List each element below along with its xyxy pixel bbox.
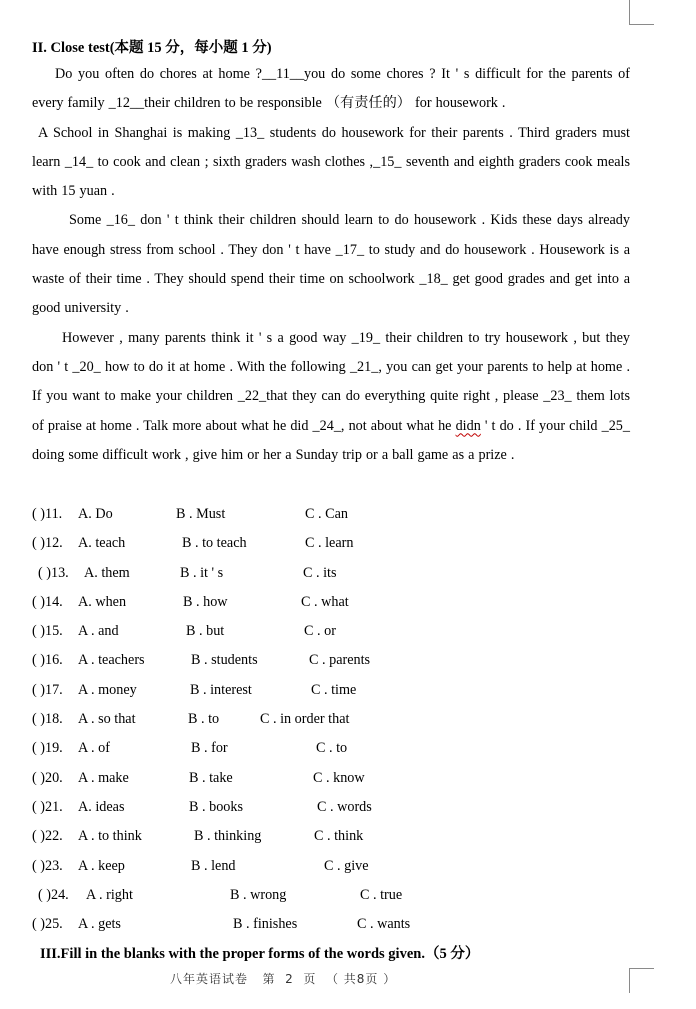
cloze-passage xyxy=(32,60,630,470)
question-item xyxy=(32,529,632,558)
question-item xyxy=(32,764,632,793)
option-b: B . thinking xyxy=(194,828,262,845)
question-item xyxy=(32,734,632,763)
question-number: ( )19. xyxy=(32,740,63,757)
question-item xyxy=(32,705,632,734)
question-number: ( )15. xyxy=(32,623,63,640)
paragraph-1: Do you often do chores at home ?__11__you do some chores ? It ' s difficult for the parents of every family _12__their children to be responsible （有责任的） for housework . xyxy=(32,66,630,112)
option-a: A. Do xyxy=(78,506,113,522)
option-a: A . of xyxy=(78,740,110,757)
option-c: C . to xyxy=(316,740,348,757)
paragraph-2: A School in Shanghai is making _13_ students do housework for their parents . Third graders must learn _14_ to cook and clean ; sixth graders wash clothes ,_15_ seventh and eighth graders cook meals with 15 yuan . xyxy=(32,124,630,200)
question-item xyxy=(32,588,632,617)
section-heading: II. Close test(本题 15 分，每小题 1 分) xyxy=(32,40,272,56)
question-item xyxy=(32,500,632,529)
option-b: B . to teach xyxy=(182,535,247,552)
option-a: A . teachers xyxy=(78,652,145,669)
paragraph-4-part-a: However , many parents think it ' s a good way _19_ their children to try housework , but they don ' t _20_ how to do it at home . With the following _21_, you can get your parents to help at home . If you want to make your children _22_that they can do everything quite right , please _23_ them lots of praise at home . Talk more about what he did _24_, not about what he xyxy=(32,329,630,434)
option-c: C . think xyxy=(314,828,364,845)
question-item xyxy=(32,793,632,822)
option-a: A . make xyxy=(78,769,129,786)
option-b: B . finishes xyxy=(233,916,298,933)
option-b: B . how xyxy=(183,593,228,610)
question-item xyxy=(32,822,632,851)
option-a: A. when xyxy=(78,593,127,610)
paragraph-4-part-b: ' t do . If your child _25_ doing some difficult work , give him or her a Sunday trip or a ball game as a prize . xyxy=(32,417,630,463)
option-c: C . what xyxy=(301,593,349,610)
option-c: C . wants xyxy=(357,916,411,933)
option-b: B . it ' s xyxy=(180,564,224,581)
option-a: A. them xyxy=(84,564,130,581)
option-a: A . so that xyxy=(78,711,136,728)
option-b: B . students xyxy=(191,652,258,669)
question-item xyxy=(32,646,632,675)
question-number: ( )14. xyxy=(32,593,63,610)
option-c: C . or xyxy=(304,623,336,640)
question-item xyxy=(32,559,632,588)
option-b: B . books xyxy=(189,798,243,815)
option-c: C . learn xyxy=(305,535,354,552)
option-c: C . time xyxy=(311,681,357,698)
option-b: B . take xyxy=(189,769,233,786)
question-number: ( )12. xyxy=(32,535,63,552)
question-number: ( )25. xyxy=(32,916,63,933)
option-b: B . wrong xyxy=(230,886,287,903)
option-b: B . lend xyxy=(191,857,236,874)
option-a: A . to think xyxy=(78,828,142,845)
question-item xyxy=(32,910,632,939)
option-b: B . for xyxy=(191,740,228,757)
option-a: A. ideas xyxy=(78,798,125,815)
option-a: A . and xyxy=(78,623,119,640)
option-b: B . Must xyxy=(176,506,226,522)
question-number: ( )11. xyxy=(32,506,63,522)
question-number: ( )21. xyxy=(32,798,63,815)
question-number: ( )20. xyxy=(32,769,63,786)
option-c: C . give xyxy=(324,857,369,874)
question-number: ( )18. xyxy=(32,711,63,728)
option-c: C . Can xyxy=(305,506,348,522)
question-item xyxy=(32,852,632,881)
option-a: A . money xyxy=(78,681,137,698)
option-c: C . true xyxy=(360,886,403,903)
option-a: A . right xyxy=(86,886,133,903)
option-c: C . parents xyxy=(309,652,371,669)
question-number: ( )16. xyxy=(32,652,63,669)
section-heading-fill-blanks: III.Fill in the blanks with the proper forms of the words given.（5 分） xyxy=(40,946,480,962)
option-a: A . gets xyxy=(78,916,121,933)
option-a: A. teach xyxy=(78,535,126,552)
question-number: ( )13. xyxy=(38,564,69,581)
question-item xyxy=(32,881,632,910)
question-number: ( )17. xyxy=(32,681,63,698)
question-number: ( )24. xyxy=(38,886,69,903)
page-footer: 八年英语试卷 第 2 页 （ 共8页 ） xyxy=(170,972,397,986)
question-number: ( )23. xyxy=(32,857,63,874)
option-b: B . interest xyxy=(190,681,252,698)
crop-mark-top-right xyxy=(629,0,654,25)
question-list xyxy=(32,500,632,939)
paragraph-3: Some _16_ don ' t think their children should learn to do housework . Kids these days already have enough stress from school . They don ' t have _17_ to study and do housework . Housework is a waste of their time . They should spend their time on schoolwork _18_ get good grades and get into a good university . xyxy=(32,212,630,317)
option-b: B . to xyxy=(188,711,220,728)
option-c: C . words xyxy=(317,798,372,815)
spellcheck-word: didn xyxy=(455,417,481,434)
option-b: B . but xyxy=(186,623,225,640)
option-c: C . in order that xyxy=(260,711,350,728)
question-number: ( )22. xyxy=(32,828,63,845)
crop-mark-bottom-right xyxy=(629,968,654,993)
option-c: C . know xyxy=(313,769,365,786)
question-item xyxy=(32,617,632,646)
option-c: C . its xyxy=(303,564,337,581)
paragraph-4 xyxy=(32,324,630,470)
question-item xyxy=(32,676,632,705)
option-a: A . keep xyxy=(78,857,125,874)
